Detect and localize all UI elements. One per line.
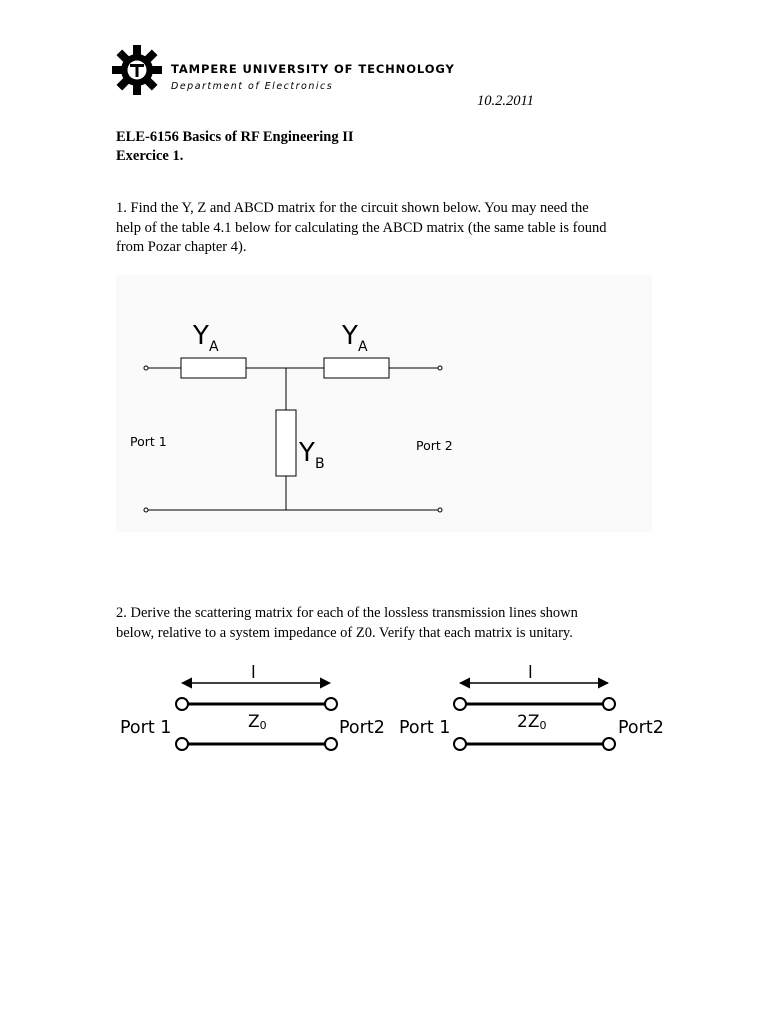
port-2-label-line-2: Port2	[618, 718, 664, 738]
port-1-label: Port 1	[130, 434, 167, 449]
terminal-1-br	[325, 738, 337, 750]
terminal-2-tr	[603, 698, 615, 710]
yb-subscript: B	[315, 456, 325, 472]
port-1-label-line-2: Port 1	[399, 718, 451, 738]
port-2-label: Port 2	[416, 438, 453, 453]
course-title	[116, 128, 354, 166]
terminal-1-bl	[176, 738, 188, 750]
port-2-label-line-1: Port2	[339, 718, 385, 738]
terminal-port2-top	[438, 366, 442, 370]
course-code-title: ELE-6156 Basics of RF Engineering II	[116, 129, 354, 145]
problem-2-line: 2. Derive the scattering matrix for each of the lossless transmission lines shown	[116, 605, 578, 621]
problem-1-line: 1. Find the Y, Z and ABCD matrix for the circuit shown below. You may need the	[116, 200, 589, 216]
problem-1-text	[116, 199, 606, 258]
series-admittance-left	[181, 358, 246, 378]
transmission-lines-diagram	[110, 655, 670, 765]
ya-right-symbol: Y	[342, 321, 358, 351]
problem-2-line: below, relative to a system impedance of Z0. Verify that each matrix is unitary.	[116, 624, 573, 641]
department-name: Department of Electronics	[171, 81, 334, 92]
problem-1-line: help of the table 4.1 below for calculating the ABCD matrix (the same table is found	[116, 219, 607, 236]
terminal-port1-top	[144, 366, 148, 370]
university-name: TAMPERE UNIVERSITY OF TECHNOLOGY	[171, 62, 455, 76]
port-1-label-line-1: Port 1	[120, 718, 172, 738]
ya-right-subscript: A	[358, 339, 368, 355]
t-network-circuit-svg	[116, 275, 652, 532]
terminal-1-tl	[176, 698, 188, 710]
impedance-label-2: 2Z0	[517, 712, 547, 732]
problem-1-line: from Pozar chapter 4).	[116, 239, 247, 255]
exercise-title: Exercice 1.	[116, 148, 184, 164]
transmission-line-2	[399, 663, 664, 750]
terminal-port2-bottom	[438, 508, 442, 512]
transmission-line-1	[120, 663, 385, 750]
problem-2-text	[116, 604, 578, 643]
yb-symbol: Y	[299, 438, 315, 468]
terminal-1-tr	[325, 698, 337, 710]
ya-left-symbol: Y	[193, 321, 209, 351]
t-network-circuit-diagram	[116, 275, 652, 532]
series-admittance-right	[324, 358, 389, 378]
document-date: 10.2.2011	[477, 93, 534, 109]
shunt-admittance	[276, 410, 296, 476]
terminal-2-br	[603, 738, 615, 750]
terminal-port1-bottom	[144, 508, 148, 512]
cogwheel-logo-icon	[112, 45, 162, 95]
length-label-2: l	[528, 663, 533, 683]
impedance-label-1: Z0	[248, 712, 267, 732]
terminal-2-tl	[454, 698, 466, 710]
ya-left-subscript: A	[209, 339, 219, 355]
terminal-2-bl	[454, 738, 466, 750]
length-label-1: l	[251, 663, 256, 683]
